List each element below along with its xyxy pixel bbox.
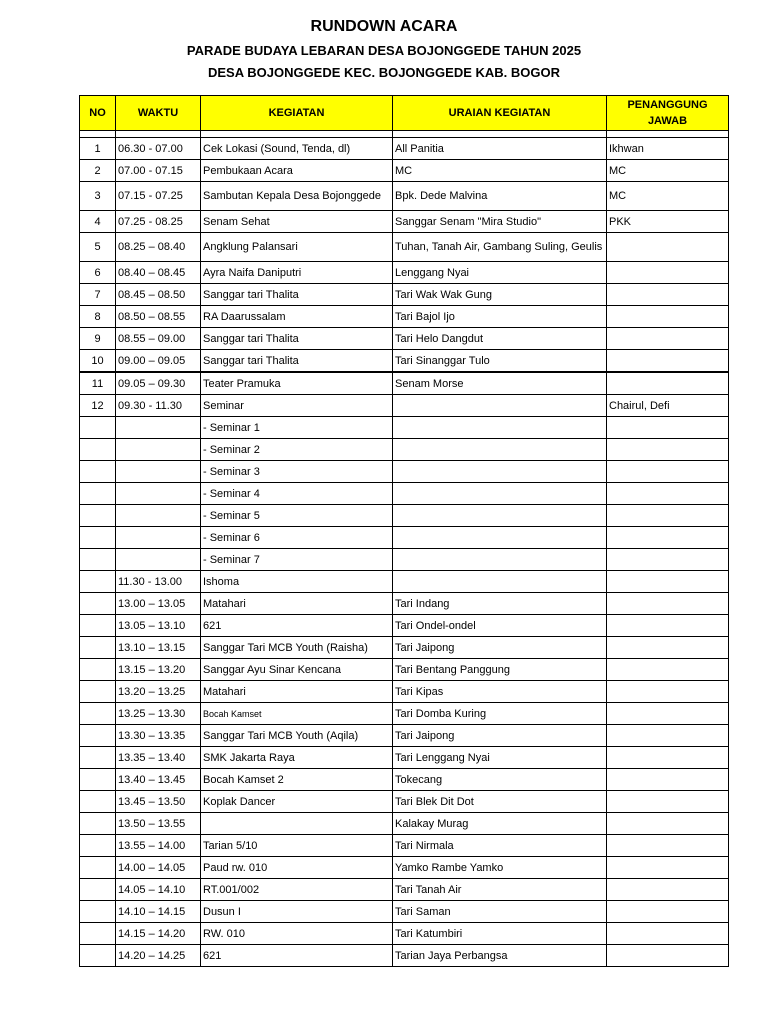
cell-kegiatan: SMK Jakarta Raya — [201, 747, 393, 769]
cell-uraian: Bpk. Dede Malvina — [393, 182, 607, 211]
cell-uraian — [393, 483, 607, 505]
cell-kegiatan: Dusun I — [201, 901, 393, 923]
table-row — [80, 182, 729, 211]
cell-penanggung-jawab — [607, 703, 729, 725]
cell-kegiatan: Matahari — [201, 681, 393, 703]
cell-kegiatan: - Seminar 2 — [201, 439, 393, 461]
cell-no: 8 — [80, 306, 116, 328]
table-row — [80, 681, 729, 703]
cell-kegiatan: Pembukaan Acara — [201, 160, 393, 182]
cell-penanggung-jawab — [607, 372, 729, 395]
cell-penanggung-jawab — [607, 659, 729, 681]
cell-penanggung-jawab — [607, 725, 729, 747]
cell-no — [80, 703, 116, 725]
cell-kegiatan: Teater Pramuka — [201, 372, 393, 395]
cell-waktu: 08.45 – 08.50 — [116, 284, 201, 306]
cell-kegiatan: Sambutan Kepala Desa Bojonggede — [201, 182, 393, 211]
cell-waktu — [116, 549, 201, 571]
table-row — [80, 350, 729, 373]
cell-waktu: 14.15 – 14.20 — [116, 923, 201, 945]
cell-uraian: Tari Jaipong — [393, 725, 607, 747]
cell-kegiatan: Sanggar tari Thalita — [201, 328, 393, 350]
cell-uraian — [393, 439, 607, 461]
cell-waktu: 13.30 – 13.35 — [116, 725, 201, 747]
table-row — [80, 306, 729, 328]
cell-no — [80, 439, 116, 461]
rundown-table — [79, 95, 729, 967]
cell-uraian: Tari Ondel-ondel — [393, 615, 607, 637]
table-row — [80, 703, 729, 725]
cell-penanggung-jawab — [607, 681, 729, 703]
table-row — [80, 769, 729, 791]
cell-no — [80, 681, 116, 703]
cell-waktu: 14.20 – 14.25 — [116, 945, 201, 967]
cell-waktu: 13.50 – 13.55 — [116, 813, 201, 835]
cell-kegiatan: RW. 010 — [201, 923, 393, 945]
table-row — [80, 328, 729, 350]
table-row — [80, 483, 729, 505]
cell-kegiatan: Seminar — [201, 395, 393, 417]
cell-kegiatan: - Seminar 1 — [201, 417, 393, 439]
cell-penanggung-jawab — [607, 945, 729, 967]
cell-penanggung-jawab — [607, 615, 729, 637]
cell-kegiatan: Ishoma — [201, 571, 393, 593]
table-row — [80, 813, 729, 835]
cell-uraian: Senam Morse — [393, 372, 607, 395]
cell-waktu: 08.50 – 08.55 — [116, 306, 201, 328]
cell-uraian — [393, 505, 607, 527]
cell-waktu: 09.30 - 11.30 — [116, 395, 201, 417]
cell-no — [80, 747, 116, 769]
cell-no: 10 — [80, 350, 116, 373]
cell-penanggung-jawab — [607, 813, 729, 835]
cell-penanggung-jawab — [607, 284, 729, 306]
cell-penanggung-jawab — [607, 233, 729, 262]
cell-uraian: Tari Indang — [393, 593, 607, 615]
cell-uraian: Lenggang Nyai — [393, 262, 607, 284]
cell-penanggung-jawab: Chairul, Defi — [607, 395, 729, 417]
cell-no: 9 — [80, 328, 116, 350]
cell-no: 2 — [80, 160, 116, 182]
document-subtitle-location: DESA BOJONGGEDE KEC. BOJONGGEDE KAB. BOGOR — [207, 65, 560, 80]
cell-uraian: Tari Jaipong — [393, 637, 607, 659]
cell-penanggung-jawab — [607, 439, 729, 461]
header-spacer-row — [80, 131, 729, 138]
cell-no — [80, 505, 116, 527]
cell-waktu: 06.30 - 07.00 — [116, 138, 201, 160]
table-row — [80, 549, 729, 571]
cell-waktu: 14.05 – 14.10 — [116, 879, 201, 901]
table-row — [80, 138, 729, 160]
cell-waktu: 13.05 – 13.10 — [116, 615, 201, 637]
table-header-row — [80, 96, 729, 131]
cell-waktu: 13.20 – 13.25 — [116, 681, 201, 703]
table-row — [80, 791, 729, 813]
cell-uraian — [393, 527, 607, 549]
cell-waktu: 08.25 – 08.40 — [116, 233, 201, 262]
cell-uraian: Tari Nirmala — [393, 835, 607, 857]
cell-waktu: 07.25 - 08.25 — [116, 211, 201, 233]
cell-penanggung-jawab — [607, 593, 729, 615]
cell-waktu: 13.15 – 13.20 — [116, 659, 201, 681]
cell-penanggung-jawab — [607, 835, 729, 857]
cell-penanggung-jawab — [607, 262, 729, 284]
cell-kegiatan: Sanggar Ayu Sinar Kencana — [201, 659, 393, 681]
document-title: RUNDOWN ACARA — [310, 18, 458, 35]
cell-penanggung-jawab — [607, 350, 729, 373]
cell-waktu: 07.15 - 07.25 — [116, 182, 201, 211]
cell-no: 12 — [80, 395, 116, 417]
cell-uraian: Tari Tanah Air — [393, 879, 607, 901]
cell-no — [80, 879, 116, 901]
cell-waktu: 09.00 – 09.05 — [116, 350, 201, 373]
cell-uraian: All Panitia — [393, 138, 607, 160]
cell-uraian — [393, 571, 607, 593]
cell-penanggung-jawab — [607, 461, 729, 483]
cell-uraian: Tarian Jaya Perbangsa — [393, 945, 607, 967]
cell-kegiatan: Tarian 5/10 — [201, 835, 393, 857]
cell-no — [80, 923, 116, 945]
cell-no — [80, 417, 116, 439]
cell-penanggung-jawab: Ikhwan — [607, 138, 729, 160]
cell-uraian: Tokecang — [393, 769, 607, 791]
cell-penanggung-jawab — [607, 901, 729, 923]
cell-no — [80, 593, 116, 615]
table-row — [80, 923, 729, 945]
cell-penanggung-jawab — [607, 791, 729, 813]
cell-kegiatan: Senam Sehat — [201, 211, 393, 233]
cell-no — [80, 527, 116, 549]
column-header-kegiatan: KEGIATAN — [201, 96, 393, 131]
cell-waktu: 14.10 – 14.15 — [116, 901, 201, 923]
cell-penanggung-jawab — [607, 769, 729, 791]
cell-penanggung-jawab — [607, 857, 729, 879]
table-row — [80, 417, 729, 439]
cell-uraian: Tuhan, Tanah Air, Gambang Suling, Geulis — [393, 233, 607, 262]
column-header-waktu: WAKTU — [116, 96, 201, 131]
table-row — [80, 835, 729, 857]
cell-waktu: 07.00 - 07.15 — [116, 160, 201, 182]
table-row — [80, 284, 729, 306]
table-row — [80, 372, 729, 395]
table-row — [80, 461, 729, 483]
cell-penanggung-jawab — [607, 527, 729, 549]
cell-uraian: Tari Katumbiri — [393, 923, 607, 945]
cell-no — [80, 901, 116, 923]
cell-no — [80, 945, 116, 967]
table-row — [80, 747, 729, 769]
cell-no: 4 — [80, 211, 116, 233]
cell-no — [80, 637, 116, 659]
cell-kegiatan: Sanggar Tari MCB Youth (Raisha) — [201, 637, 393, 659]
cell-waktu: 11.30 - 13.00 — [116, 571, 201, 593]
table-row — [80, 637, 729, 659]
cell-kegiatan: 621 — [201, 945, 393, 967]
cell-penanggung-jawab: MC — [607, 182, 729, 211]
cell-penanggung-jawab — [607, 417, 729, 439]
table-row — [80, 901, 729, 923]
table-row — [80, 505, 729, 527]
cell-penanggung-jawab — [607, 328, 729, 350]
cell-no — [80, 659, 116, 681]
cell-waktu: 13.00 – 13.05 — [116, 593, 201, 615]
cell-no — [80, 483, 116, 505]
cell-penanggung-jawab — [607, 306, 729, 328]
cell-no: 5 — [80, 233, 116, 262]
column-header-uraian: URAIAN KEGIATAN — [393, 96, 607, 131]
cell-penanggung-jawab: PKK — [607, 211, 729, 233]
cell-kegiatan: Matahari — [201, 593, 393, 615]
cell-uraian: MC — [393, 160, 607, 182]
cell-kegiatan: - Seminar 6 — [201, 527, 393, 549]
cell-waktu — [116, 461, 201, 483]
cell-kegiatan: Paud rw. 010 — [201, 857, 393, 879]
cell-penanggung-jawab — [607, 549, 729, 571]
cell-no: 3 — [80, 182, 116, 211]
table-row — [80, 615, 729, 637]
cell-penanggung-jawab — [607, 879, 729, 901]
cell-kegiatan: - Seminar 5 — [201, 505, 393, 527]
table-row — [80, 233, 729, 262]
table-row — [80, 725, 729, 747]
cell-waktu: 13.25 – 13.30 — [116, 703, 201, 725]
cell-waktu: 13.55 – 14.00 — [116, 835, 201, 857]
cell-uraian — [393, 417, 607, 439]
cell-uraian: Tari Domba Kuring — [393, 703, 607, 725]
cell-uraian: Tari Saman — [393, 901, 607, 923]
cell-kegiatan: Sanggar tari Thalita — [201, 350, 393, 373]
table-row — [80, 160, 729, 182]
cell-no: 6 — [80, 262, 116, 284]
cell-uraian — [393, 549, 607, 571]
table-row — [80, 857, 729, 879]
cell-waktu — [116, 439, 201, 461]
cell-waktu — [116, 417, 201, 439]
table-row — [80, 527, 729, 549]
cell-kegiatan: Ayra Naifa Daniputri — [201, 262, 393, 284]
cell-uraian: Kalakay Murag — [393, 813, 607, 835]
table-row — [80, 879, 729, 901]
cell-uraian: Tari Blek Dit Dot — [393, 791, 607, 813]
cell-uraian: Sanggar Senam "Mira Studio" — [393, 211, 607, 233]
column-header-penanggung-jawab: PENANGGUNG JAWAB — [607, 96, 729, 131]
cell-kegiatan: Bocah Kamset — [201, 703, 393, 725]
cell-kegiatan — [201, 813, 393, 835]
cell-waktu: 14.00 – 14.05 — [116, 857, 201, 879]
cell-uraian: Tari Helo Dangdut — [393, 328, 607, 350]
cell-kegiatan: Bocah Kamset 2 — [201, 769, 393, 791]
cell-kegiatan: Cek Lokasi (Sound, Tenda, dl) — [201, 138, 393, 160]
cell-waktu: 09.05 – 09.30 — [116, 372, 201, 395]
cell-waktu — [116, 505, 201, 527]
cell-no — [80, 857, 116, 879]
column-header-no: NO — [80, 96, 116, 131]
cell-no — [80, 549, 116, 571]
cell-waktu: 13.45 – 13.50 — [116, 791, 201, 813]
cell-waktu — [116, 483, 201, 505]
table-row — [80, 571, 729, 593]
cell-waktu: 13.35 – 13.40 — [116, 747, 201, 769]
table-row — [80, 439, 729, 461]
cell-uraian: Tari Wak Wak Gung — [393, 284, 607, 306]
cell-no — [80, 461, 116, 483]
table-row — [80, 211, 729, 233]
cell-no — [80, 813, 116, 835]
cell-penanggung-jawab — [607, 505, 729, 527]
table-row — [80, 659, 729, 681]
cell-uraian: Tari Lenggang Nyai — [393, 747, 607, 769]
cell-kegiatan: RA Daarussalam — [201, 306, 393, 328]
cell-no — [80, 769, 116, 791]
cell-no — [80, 835, 116, 857]
cell-no: 1 — [80, 138, 116, 160]
cell-uraian: Yamko Rambe Yamko — [393, 857, 607, 879]
cell-kegiatan: RT.001/002 — [201, 879, 393, 901]
cell-uraian: Tari Bentang Panggung — [393, 659, 607, 681]
cell-kegiatan: - Seminar 4 — [201, 483, 393, 505]
cell-uraian: Tari Sinanggar Tulo — [393, 350, 607, 373]
cell-waktu: 13.10 – 13.15 — [116, 637, 201, 659]
cell-kegiatan: Angklung Palansari — [201, 233, 393, 262]
document-subtitle-event: PARADE BUDAYA LEBARAN DESA BOJONGGEDE TAHUN 2025 — [186, 43, 582, 58]
table-row — [80, 262, 729, 284]
table-row — [80, 395, 729, 417]
cell-no — [80, 615, 116, 637]
cell-penanggung-jawab — [607, 637, 729, 659]
cell-no — [80, 791, 116, 813]
cell-no: 7 — [80, 284, 116, 306]
cell-no — [80, 571, 116, 593]
cell-kegiatan: - Seminar 7 — [201, 549, 393, 571]
table-row — [80, 945, 729, 967]
cell-no: 11 — [80, 372, 116, 395]
cell-kegiatan: Sanggar Tari MCB Youth (Aqila) — [201, 725, 393, 747]
cell-kegiatan: Koplak Dancer — [201, 791, 393, 813]
cell-uraian — [393, 395, 607, 417]
cell-uraian — [393, 461, 607, 483]
cell-waktu: 13.40 – 13.45 — [116, 769, 201, 791]
cell-uraian: Tari Kipas — [393, 681, 607, 703]
cell-penanggung-jawab — [607, 923, 729, 945]
cell-penanggung-jawab — [607, 747, 729, 769]
cell-penanggung-jawab — [607, 571, 729, 593]
cell-waktu: 08.55 – 09.00 — [116, 328, 201, 350]
cell-penanggung-jawab — [607, 483, 729, 505]
cell-no — [80, 725, 116, 747]
cell-penanggung-jawab: MC — [607, 160, 729, 182]
cell-waktu — [116, 527, 201, 549]
cell-kegiatan: 621 — [201, 615, 393, 637]
cell-kegiatan: - Seminar 3 — [201, 461, 393, 483]
cell-kegiatan: Sanggar tari Thalita — [201, 284, 393, 306]
cell-waktu: 08.40 – 08.45 — [116, 262, 201, 284]
cell-uraian: Tari Bajol Ijo — [393, 306, 607, 328]
table-row — [80, 593, 729, 615]
